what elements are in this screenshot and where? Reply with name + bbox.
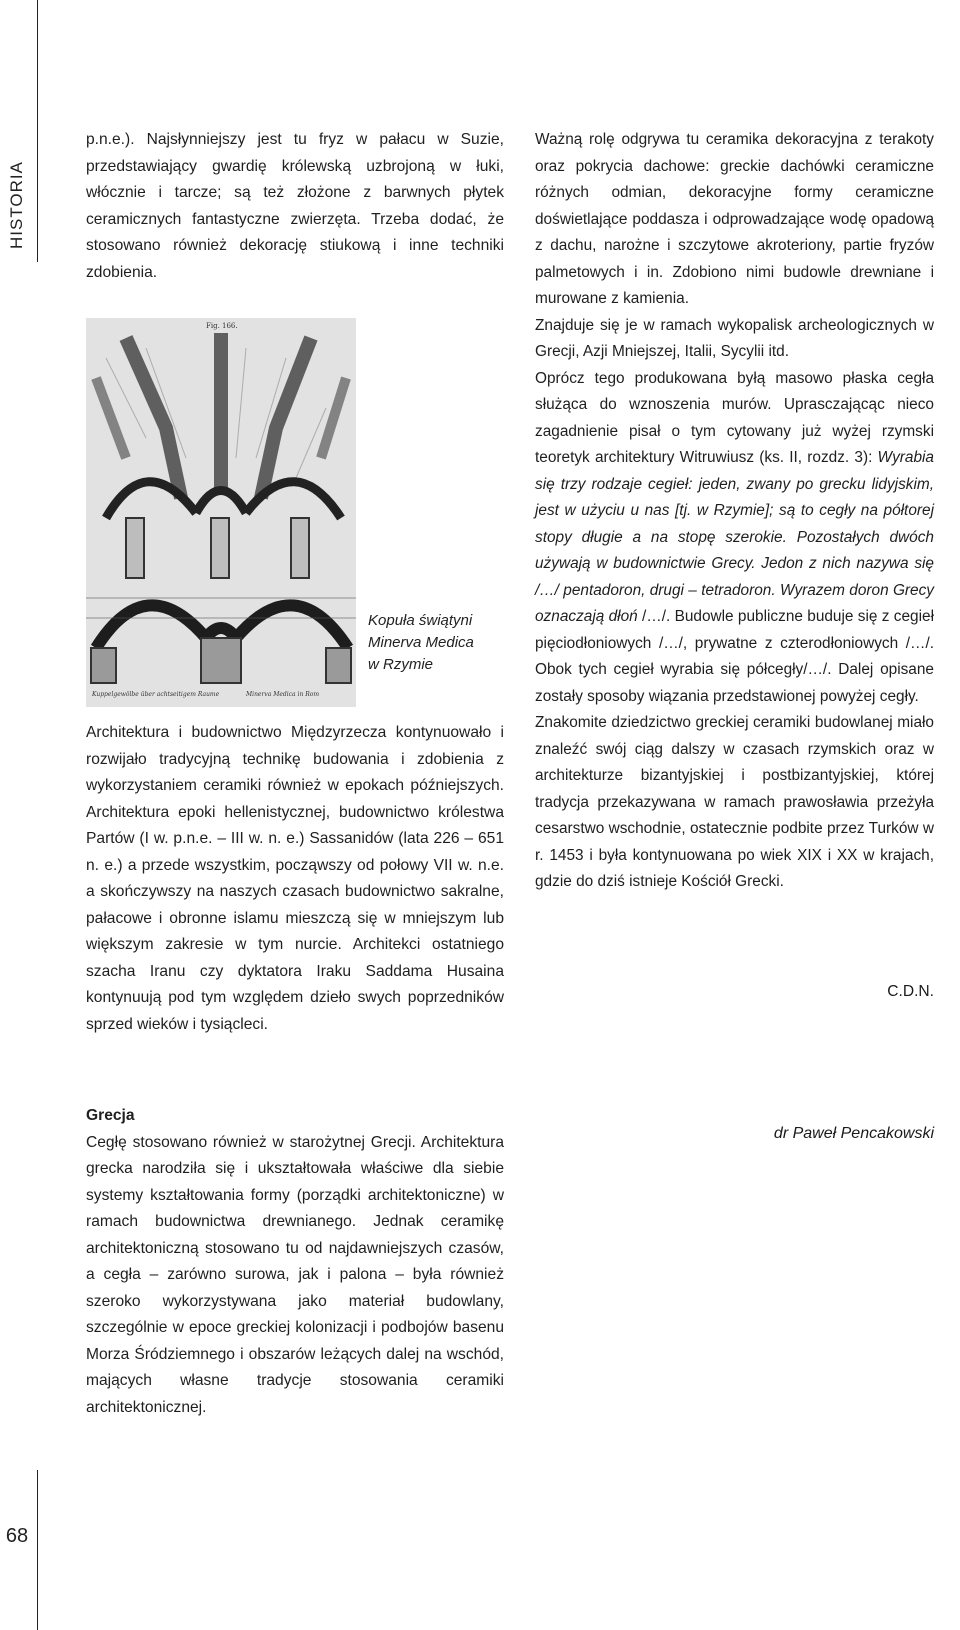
figure-top-label: Fig. 166. <box>206 322 238 330</box>
col2-paragraph-4: Znakomite dziedzictwo greckiej ceramiki budowlanej miało znaleźć swój ciąg dalszy w czasach rzymskich oraz w architekturze bizantyjskiej i postbizantyjskiej, której tradycja przekazywana w ramach prawosławia przeżyła cesarstwo wschodnie, ostatecznie podbite przez Turków w r. 1453 i była kontynuowana po wiek XIX i XX w krajach, gdzie do dziś istnieje Kościół Grecki. <box>535 714 934 890</box>
caption-line-3: w Rzymie <box>368 656 434 673</box>
caption-line-1: Kopuła świątyni <box>368 612 473 629</box>
col2-paragraph-2: Znajduje się je w ramach wykopalisk archeologicznych w Grecji, Azji Mniejszej, Italii, Sycylii itd. <box>535 316 934 360</box>
col2-p3-end: /…/. Budowle publiczne buduje się z cegieł pięciodłoniowych /…/, prywatne z czterodłoniowych /…/. Obok tych cegieł wyrabia się półcegły/…/. Dalej opisane zostały sposoby wiązania przedstawionej powyżej cegły. <box>535 608 934 705</box>
bottom-vertical-rule <box>37 1470 38 1630</box>
column1-body <box>86 720 504 1038</box>
greece-heading: Grecja <box>86 1107 135 1124</box>
caption-line-2: Minerva Medica <box>368 634 474 651</box>
section-label: HISTORIA <box>7 161 27 249</box>
page-number: 68 <box>5 1525 29 1547</box>
vitruvius-quote: Wyrabia się trzy rodzaje cegieł: jeden, zwany po grecku lidyjskim, jest w użyciu u nas [tj. w Rzymie]; są to cegły na półtorej stopy długie a na stopę szerokie. Pozostałych dwóch używają w budownictwie Grecy. Jedon z nich nazywa się /…/ pentadoron, drugi – tetradoron. Wyrazem doron Grecy oznaczają dłoń <box>535 449 934 625</box>
col2-p3-start: Oprócz tego produkowana byłą masowo płaska cegła służąca do wznoszenia murów. Uprasczającąc nieco zagadnienie pisał o tym cytowany już wyżej rzymski teoretyk architektury Witruwiusz (ks. II, rozdz. 3): <box>535 369 934 466</box>
top-vertical-rule <box>37 0 38 262</box>
signoff: C.D.N. <box>887 983 934 1000</box>
column1-intro <box>86 127 504 286</box>
col2-paragraph-3 <box>535 366 934 711</box>
dome-illustration <box>86 318 356 707</box>
figure-bottom-label-left: Kuppelgewölbe über achtseitigem Raume <box>92 691 220 698</box>
figure-bottom-label-right: Minerva Medica in Rom <box>246 691 320 698</box>
author: dr Paweł Pencakowski <box>773 1125 934 1142</box>
figure-caption <box>368 610 488 676</box>
greece-section <box>86 1103 504 1421</box>
body-paragraph: Architektura i budownictwo Międzyrzecza kontynuowało i rozwijało tradycyjną technikę budowania i zdobienia z wykorzystaniem ceramiki również w epokach późniejszych. Architektura epoki hellenistycznej, budownictwo królestwa Partów (I w. p.n.e. – III w. n. e.) Sassanidów (lata 226 – 651 n. e.) a przede wszystkim, począwszy od połowy VII w. n.e. a skończywszy na naszych czasach budownictwo sakralne, pałacowe i obronne islamu mieszczą się w mniejszym lub większym zakresie w tym nurcie. Architekci ostatniego szacha Iranu czy dyktatora Iraku Saddama Husaina kontynuują pod tym względem dzieło swych poprzedników sprzed wieków i tysiącleci. <box>86 724 504 1033</box>
column2 <box>535 127 934 896</box>
col2-paragraph-1: Ważną rolę odgrywa tu ceramika dekoracyjna z terakoty oraz pokrycia dachowe: greckie dachówki ceramiczne różnych odmian, dekoracyjne formy ceramiczne doświetlające poddasza i odprowadzające wodę opadową z dachu, narożne i szczytowe akroteriony, partie fryzów palmetowych i in. Zdobiono nimi budowle drewniane i murowane z kamienia. <box>535 131 934 307</box>
intro-paragraph: p.n.e.). Najsłynniejszy jest tu fryz w pałacu w Suzie, przedstawiający gwardię królewską uzbrojoną w łuki, włócznie i tarcze; są też złożone z barwnych płytek ceramicznych fantastyczne zwierzęta. Trzeba dodać, że stosowano również dekorację stiukową i inne techniki zdobienia. <box>86 131 504 281</box>
greece-paragraph: Cegłę stosowano również w starożytnej Grecji. Architektura grecka narodziła się i ukształtowała właściwe dla siebie systemy kształtowania formy (porządki architektoniczne) w ramach budownictwa drewnianego. Jednak ceramikę architektoniczną stosowano tu od najdawniejszych czasów, a cegła – zarówno surowa, jak i palona – była również szeroko wykorzystywana jako materiał budowlany, szczególnie w epoce greckiej kolonizacji i podbojów basenu Morza Śródziemnego i obszarów leżących dalej na wschód, mających własne tradycje stosowania ceramiki architektonicznej. <box>86 1133 504 1416</box>
